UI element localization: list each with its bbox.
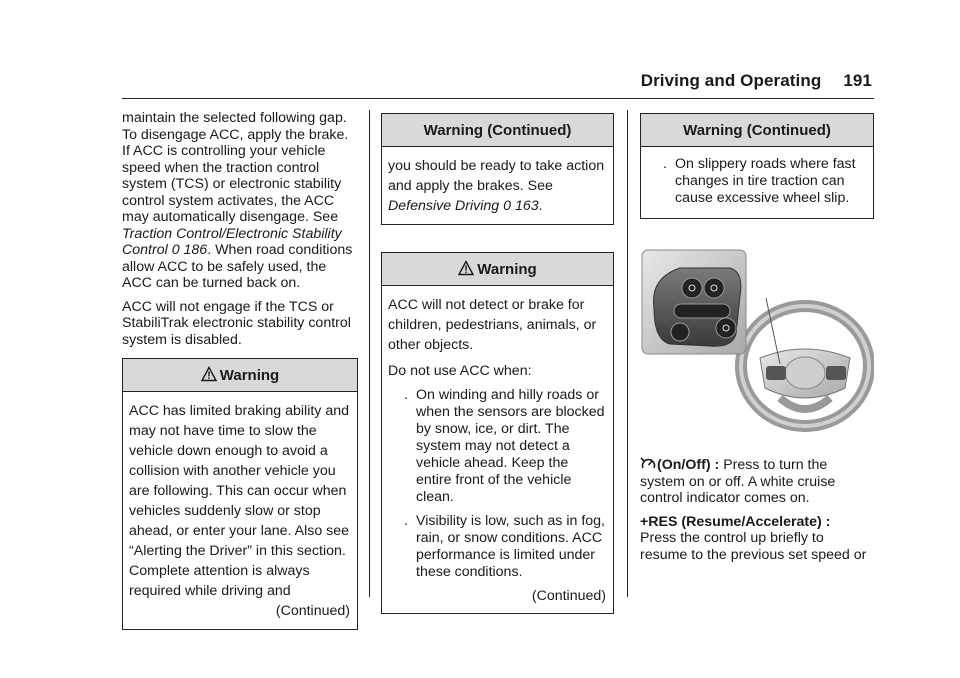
link-defensive-driving[interactable]: Defensive Driving [388, 198, 500, 214]
continued-label: (Continued) [275, 603, 350, 619]
warning-continued-heading-2: Warning (Continued) [641, 114, 873, 147]
warning-continued-body: you should be ready to take action and apply the brakes. See Defensive Driving 0 163. [388, 158, 605, 214]
paragraph-acc-not-engage: ACC will not engage if the TCS or StabiliTrak electronic stability control system is disabled. [122, 298, 351, 348]
bullet-item: . On winding and hilly roads or when the sensors are blocked by snow, ice, or dirt. The system may not detect a vehicle ahead. Keep the entire front of the vehicle clean. [404, 387, 605, 505]
column-3 [640, 113, 874, 219]
header-rule [122, 98, 874, 99]
warning-body: ACC has limited braking ability and may not have time to slow the vehicle down enough to avoid a collision with another vehicle you are following. This can occur when vehicles suddenly slow or stop ahead, or enter your lane. Also see “Alerting the Driver” in this section. Complete attention is always required while driving and (Continued) [129, 403, 350, 619]
column-divider-2 [627, 110, 628, 597]
continued-label: (Continued) [531, 588, 606, 604]
warning-body-2 [382, 286, 613, 613]
warning-lead: Do not use ACC when: [388, 363, 532, 379]
cruise-control-icon [640, 456, 657, 471]
warning-continued-heading: Warning (Continued) [382, 114, 613, 147]
bullet-item: . Visibility is low, such as in fog, rain, or snow conditions. ACC performance is limited under these conditions. [404, 513, 605, 580]
warning-box-continued [381, 113, 614, 225]
column-3-lower [640, 456, 874, 570]
page-ref-163[interactable]: 0 163 [499, 198, 539, 214]
page-ref-186[interactable]: 0 186 [167, 242, 208, 258]
warning-intro: ACC will not detect or brake for children, pedestrians, animals, or other objects. [388, 297, 597, 353]
page-number: 191 [843, 71, 872, 90]
page-header [641, 71, 872, 91]
steering-wheel-controls-figure [640, 248, 874, 434]
column-divider-1 [369, 110, 370, 597]
warning-heading-2: Warning [382, 253, 613, 286]
link-traction-control[interactable]: Traction Control/Electronic Stability Control [122, 225, 342, 258]
warning-box-continued-2 [640, 113, 874, 219]
warning-box-2 [381, 252, 614, 614]
paragraph-acc-disengage: maintain the selected following gap. To disengage ACC, apply the brake. If ACC is controlling your vehicle speed when the traction control system (TCS) or electronic stability control system activates, the ACC may automatically disengage. See Traction Control/Electronic Stability Control 0 186. When road conditions allow ACC to be safely used, the ACC can be turned back on. [122, 110, 353, 291]
warning-triangle-icon [458, 260, 474, 276]
column-1 [122, 110, 358, 630]
paragraph-on-off: (On/Off) : Press to turn the system on or off. A white cruise control indicator comes on. [640, 457, 836, 506]
warning-heading: Warning [123, 359, 357, 392]
paragraph-resume: +RES (Resume/Accelerate) : Press the control up briefly to resume to the previous set speed or [640, 513, 867, 563]
warning-triangle-icon [201, 366, 217, 382]
bullet-item: . On slippery roads where fast changes in tire traction can cause excessive wheel slip. [663, 156, 856, 206]
warning-box-1 [122, 358, 358, 630]
section-title: Driving and Operating [640, 71, 822, 90]
warning-continued-body-2 [641, 147, 873, 218]
column-2 [381, 113, 614, 614]
